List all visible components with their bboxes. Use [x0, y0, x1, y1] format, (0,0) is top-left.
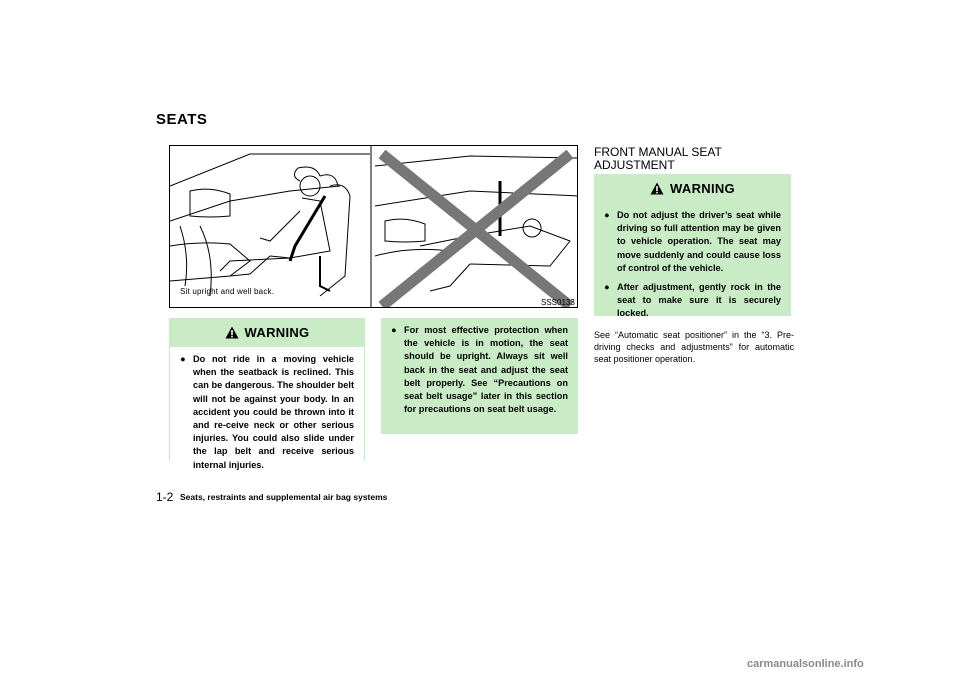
- warning-title: WARNING: [670, 181, 735, 196]
- watermark: carmanualsonline.info: [747, 658, 864, 670]
- warning-body: [170, 347, 364, 470]
- seat-posture-drawing: [170, 146, 578, 308]
- warning-header: [594, 174, 791, 203]
- figure-caption: Sit upright and well back.: [180, 287, 275, 296]
- warning-box-left: [169, 318, 365, 470]
- chapter-title: Seats, restraints and supplemental air bag systems: [180, 492, 388, 502]
- section-title: SEATS: [156, 111, 208, 128]
- warning-bullet: ● For most effective protection when the vehicle is in motion, the seat should be upright. Always sit well back in the seat and adjust the seat belt properly. See “Precautions on seat belt usage” later in this section for precautions on seat belt usage.: [391, 325, 568, 415]
- warning-header: [169, 318, 365, 347]
- seat-illustration: [169, 145, 578, 308]
- page-number: 1-2: [156, 490, 174, 504]
- warning-body: [594, 203, 791, 329]
- warning-box-middle: [381, 318, 578, 434]
- figure-code: SSS0133: [541, 298, 575, 307]
- warning-bullet: ● After adjustment, gently rock in the seat to make sure it is securely locked.: [604, 282, 781, 319]
- warning-bullet: ● Do not adjust the driver’s seat while driving so full attention may be given to vehicle operation. The seat may move suddenly and could cause loss of control of the vehicle.: [604, 210, 781, 273]
- warning-body-middle: [381, 318, 578, 424]
- section-heading: FRONT MANUAL SEAT ADJUSTMENT: [594, 145, 722, 172]
- warning-triangle-icon: [650, 182, 664, 195]
- warning-title: WARNING: [244, 325, 310, 340]
- warning-triangle-icon: [225, 326, 239, 339]
- warning-box-right: [594, 174, 791, 319]
- body-paragraph: See “Automatic seat positioner” in the “3. Pre-driving checks and adjustments” for automatic seat positioner operation.: [594, 330, 794, 365]
- warning-bullet: ● Do not ride in a moving vehicle when the seatback is reclined. This can be dangerous. The shoulder belt will not be against your body. In an accident you could be thrown into it and re-ceive neck or other serious injuries. You could also slide under the lap belt and receive serious internal injuries.: [180, 354, 354, 470]
